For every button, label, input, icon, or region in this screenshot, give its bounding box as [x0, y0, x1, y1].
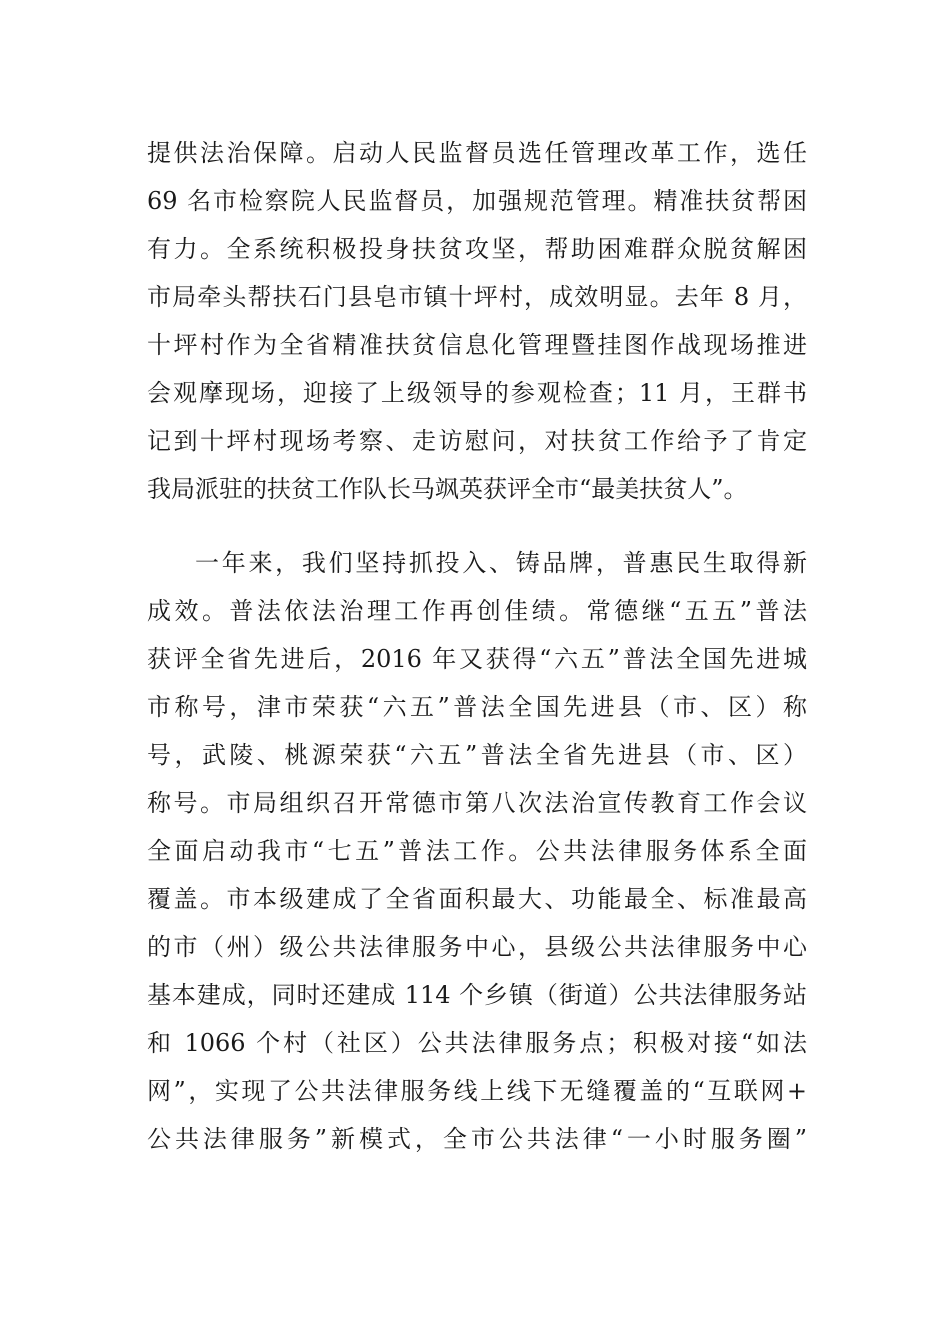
text-line: 全面启动我市“七五”普法工作。公共法律服务体系全面 — [147, 837, 807, 865]
text-line: 覆盖。市本级建成了全省面积最大、功能最全、标准最高 — [147, 885, 807, 913]
paragraph-law-popularization — [147, 539, 807, 1163]
text-line: 我局派驻的扶贫工作队长马飒英获评全市“最美扶贫人”。 — [147, 475, 748, 503]
text-line: 会观摩现场，迎接了上级领导的参观检查；11 月，王群书 — [147, 379, 807, 407]
text-line: 市称号，津市荣获“六五”普法全国先进县（市、区）称 — [147, 693, 807, 721]
text-line: 和 1066 个村（社区）公共法律服务点；积极对接“如法 — [147, 1029, 807, 1057]
text-line: 的市（州）级公共法律服务中心，县级公共法律服务中心 — [147, 933, 807, 961]
text-line: 成效。普法依法治理工作再创佳绩。常德继“五五”普法 — [147, 597, 807, 625]
text-line: 网”，实现了公共法律服务线上线下无缝覆盖的“互联网+ — [147, 1077, 807, 1105]
text-line-indented: 一年来，我们坚持抓投入、铸品牌，普惠民生取得新 — [195, 549, 807, 577]
text-line: 记到十坪村现场考察、走访慰问，对扶贫工作给予了肯定 — [147, 427, 807, 455]
text-line: 有力。全系统积极投身扶贫攻坚，帮助困难群众脱贫解困 — [147, 235, 807, 263]
paragraph-legal-services-poverty-relief — [147, 129, 807, 513]
text-line: 获评全省先进后，2016 年又获得“六五”普法全国先进城 — [147, 645, 807, 673]
text-line: 公共法律服务”新模式，全市公共法律“一小时服务圈” — [147, 1125, 807, 1153]
text-line: 号，武陵、桃源荣获“六五”普法全省先进县（市、区） — [147, 741, 807, 769]
text-line: 称号。市局组织召开常德市第八次法治宣传教育工作会议 — [147, 789, 807, 817]
text-line: 十坪村作为全省精准扶贫信息化管理暨挂图作战现场推进 — [147, 331, 807, 359]
text-line: 基本建成，同时还建成 114 个乡镇（街道）公共法律服务站 — [147, 981, 807, 1009]
text-line: 69 名市检察院人民监督员，加强规范管理。精准扶贫帮困 — [147, 187, 807, 215]
text-line: 提供法治保障。启动人民监督员选任管理改革工作，选任 — [147, 139, 807, 167]
text-line: 市局牵头帮扶石门县皂市镇十坪村，成效明显。去年 8 月， — [147, 283, 807, 311]
